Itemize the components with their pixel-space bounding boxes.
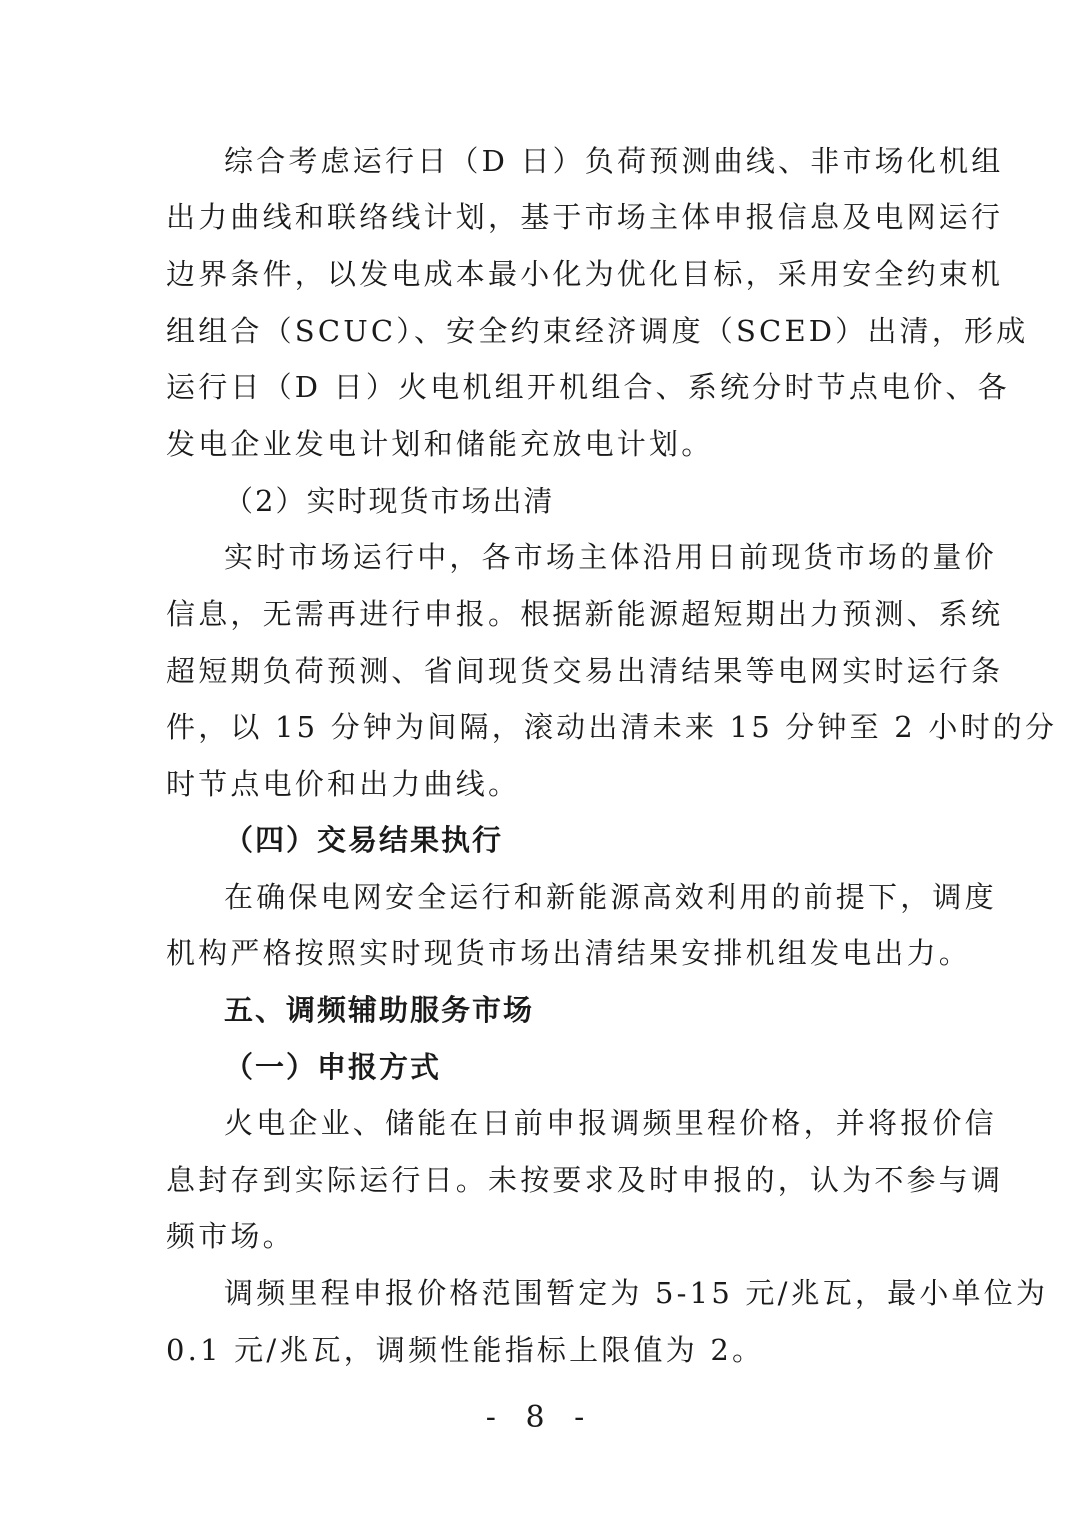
- text-line: 息封存到实际运行日。未按要求及时申报的，认为不参与调: [166, 1163, 1004, 1197]
- text-line: 超短期负荷预测、省间现货交易出清结果等电网实时运行条: [166, 654, 1004, 688]
- text-line: 发电企业发电计划和储能充放电计划。: [166, 427, 714, 461]
- text-line: 在确保电网安全运行和新能源高效利用的前提下，调度: [224, 880, 997, 914]
- text-line: 边界条件，以发电成本最小化为优化目标，采用安全约束机: [166, 257, 1004, 291]
- text-line: 实时市场运行中，各市场主体沿用日前现货市场的量价: [224, 540, 997, 574]
- chapter-heading: 五、调频辅助服务市场: [224, 993, 535, 1027]
- text-line: 机构严格按照实时现货市场出清结果安排机组发电出力。: [166, 936, 972, 970]
- text-line: 运行日（D 日）火电机组开机组合、系统分时节点电价、各: [166, 370, 1010, 404]
- page-number: - 8 -: [485, 1400, 595, 1435]
- text-line: 信息，无需再进行申报。根据新能源超短期出力预测、系统: [166, 597, 1004, 631]
- section-heading: （一）申报方式: [224, 1050, 442, 1084]
- subsection-heading: （2）实时现货市场出清: [224, 484, 555, 518]
- text-line: 时节点电价和出力曲线。: [166, 767, 521, 801]
- text-line: 频市场。: [166, 1219, 295, 1253]
- text-line: 0.1 元/兆瓦，调频性能指标上限值为 2。: [166, 1333, 765, 1367]
- text-line: 综合考虑运行日（D 日）负荷预测曲线、非市场化机组: [224, 144, 1004, 178]
- section-heading: （四）交易结果执行: [224, 823, 504, 857]
- text-line: 件，以 15 分钟为间隔，滚动出清未来 15 分钟至 2 小时的分: [166, 710, 1058, 744]
- text-line: 组组合（SCUC）、安全约束经济调度（SCED）出清，形成: [166, 314, 1029, 348]
- text-line: 火电企业、储能在日前申报调频里程价格，并将报价信: [224, 1106, 997, 1140]
- text-line: 调频里程申报价格范围暂定为 5-15 元/兆瓦，最小单位为: [224, 1276, 1049, 1310]
- text-line: 出力曲线和联络线计划，基于市场主体申报信息及电网运行: [166, 200, 1004, 234]
